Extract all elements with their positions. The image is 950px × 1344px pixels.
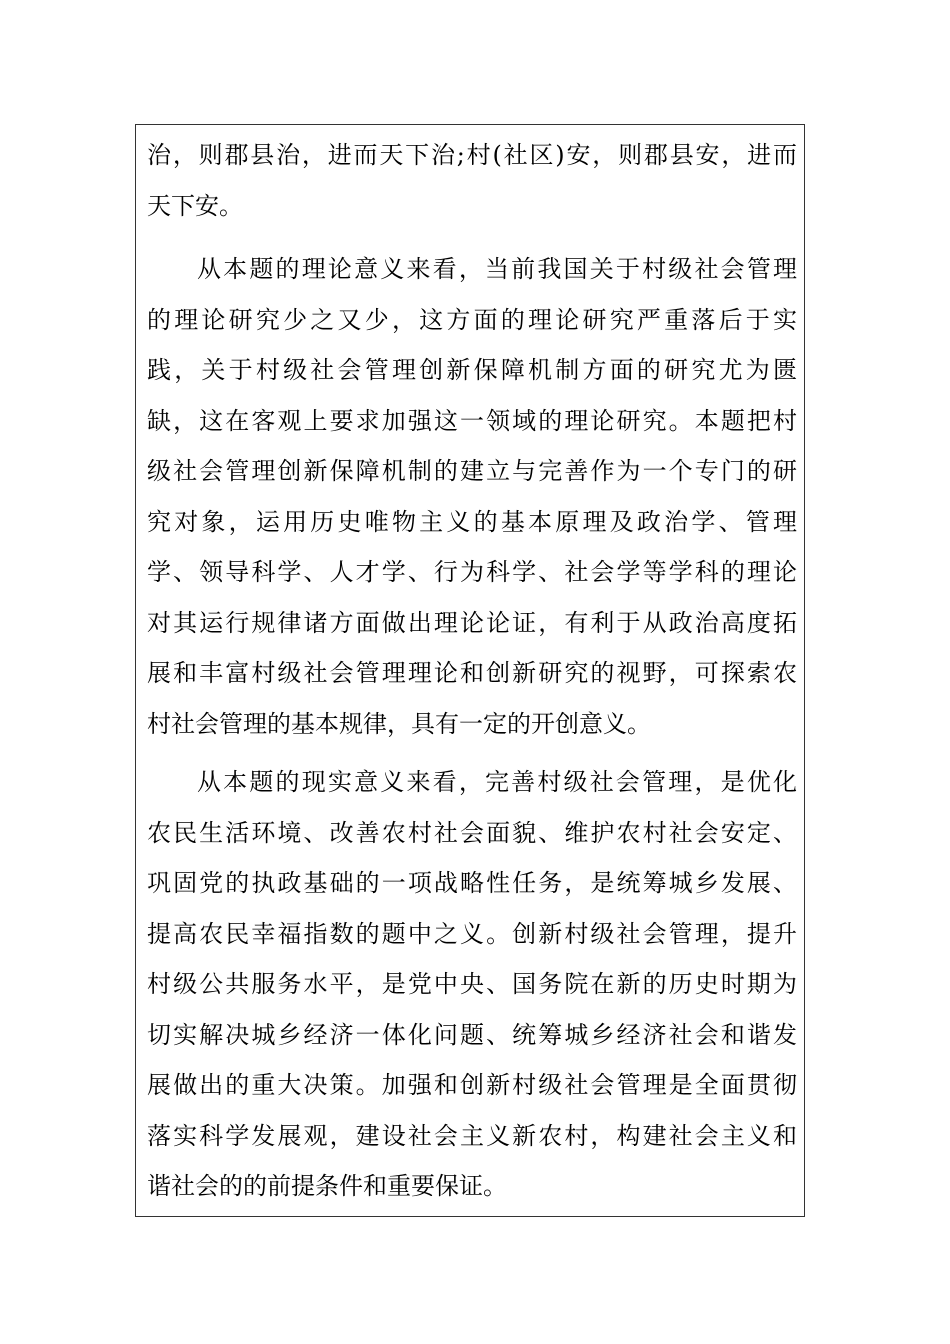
- text-line: 提高农民幸福指数的题中之义。创新村级社会管理，提升: [147, 919, 797, 948]
- text-line: 村级公共服务水平，是党中央、国务院在新的历史时期为: [147, 970, 797, 998]
- text-line: 天下安。: [147, 191, 243, 220]
- text-line: 从本题的现实意义来看，完善村级社会管理，是优化: [197, 768, 797, 796]
- text-line: 农民生活环境、改善农村社会面貌、维护农村社会安定、: [147, 818, 797, 847]
- paragraph-practical-significance: [147, 757, 797, 1212]
- text-line: 谐社会的的前提条件和重要保证。: [147, 1172, 507, 1200]
- text-line: 对其运行规律诸方面做出理论论证，有利于从政治高度拓: [147, 608, 797, 637]
- paragraph-theoretical-significance: [147, 244, 797, 749]
- text-line: 巩固党的执政基础的一项战略性任务，是统筹城乡发展、: [147, 869, 797, 897]
- text-line: 践，关于村级社会管理创新保障机制方面的研究尤为匮: [147, 356, 797, 384]
- text-line: 缺，这在客观上要求加强这一领域的理论研究。本题把村: [147, 406, 797, 435]
- text-line: 的理论研究少之又少，这方面的理论研究严重落后于实: [147, 305, 797, 334]
- text-line: 村社会管理的基本规律，具有一定的开创意义。: [147, 709, 651, 738]
- text-line: 切实解决城乡经济一体化问题、统筹城乡经济社会和谐发: [147, 1020, 797, 1049]
- text-line: 展做出的重大决策。加强和创新村级社会管理是全面贯彻: [147, 1071, 797, 1099]
- text-line: 展和丰富村级社会管理理论和创新研究的视野，可探索农: [147, 659, 797, 687]
- text-line: 落实科学发展观，建设社会主义新农村，构建社会主义和: [147, 1121, 797, 1150]
- text-line: 究对象，运用历史唯物主义的基本原理及政治学、管理: [147, 507, 797, 536]
- text-line: 级社会管理创新保障机制的建立与完善作为一个专门的研: [147, 457, 797, 485]
- text-line: 治，则郡县治，进而天下治;村(社区)安，则郡县安，进而: [147, 141, 797, 169]
- text-line: 从本题的理论意义来看，当前我国关于村级社会管理: [197, 255, 797, 283]
- paragraph-continuation: [147, 130, 797, 231]
- text-line: 学、领导科学、人才学、行为科学、社会学等学科的理论: [147, 558, 797, 586]
